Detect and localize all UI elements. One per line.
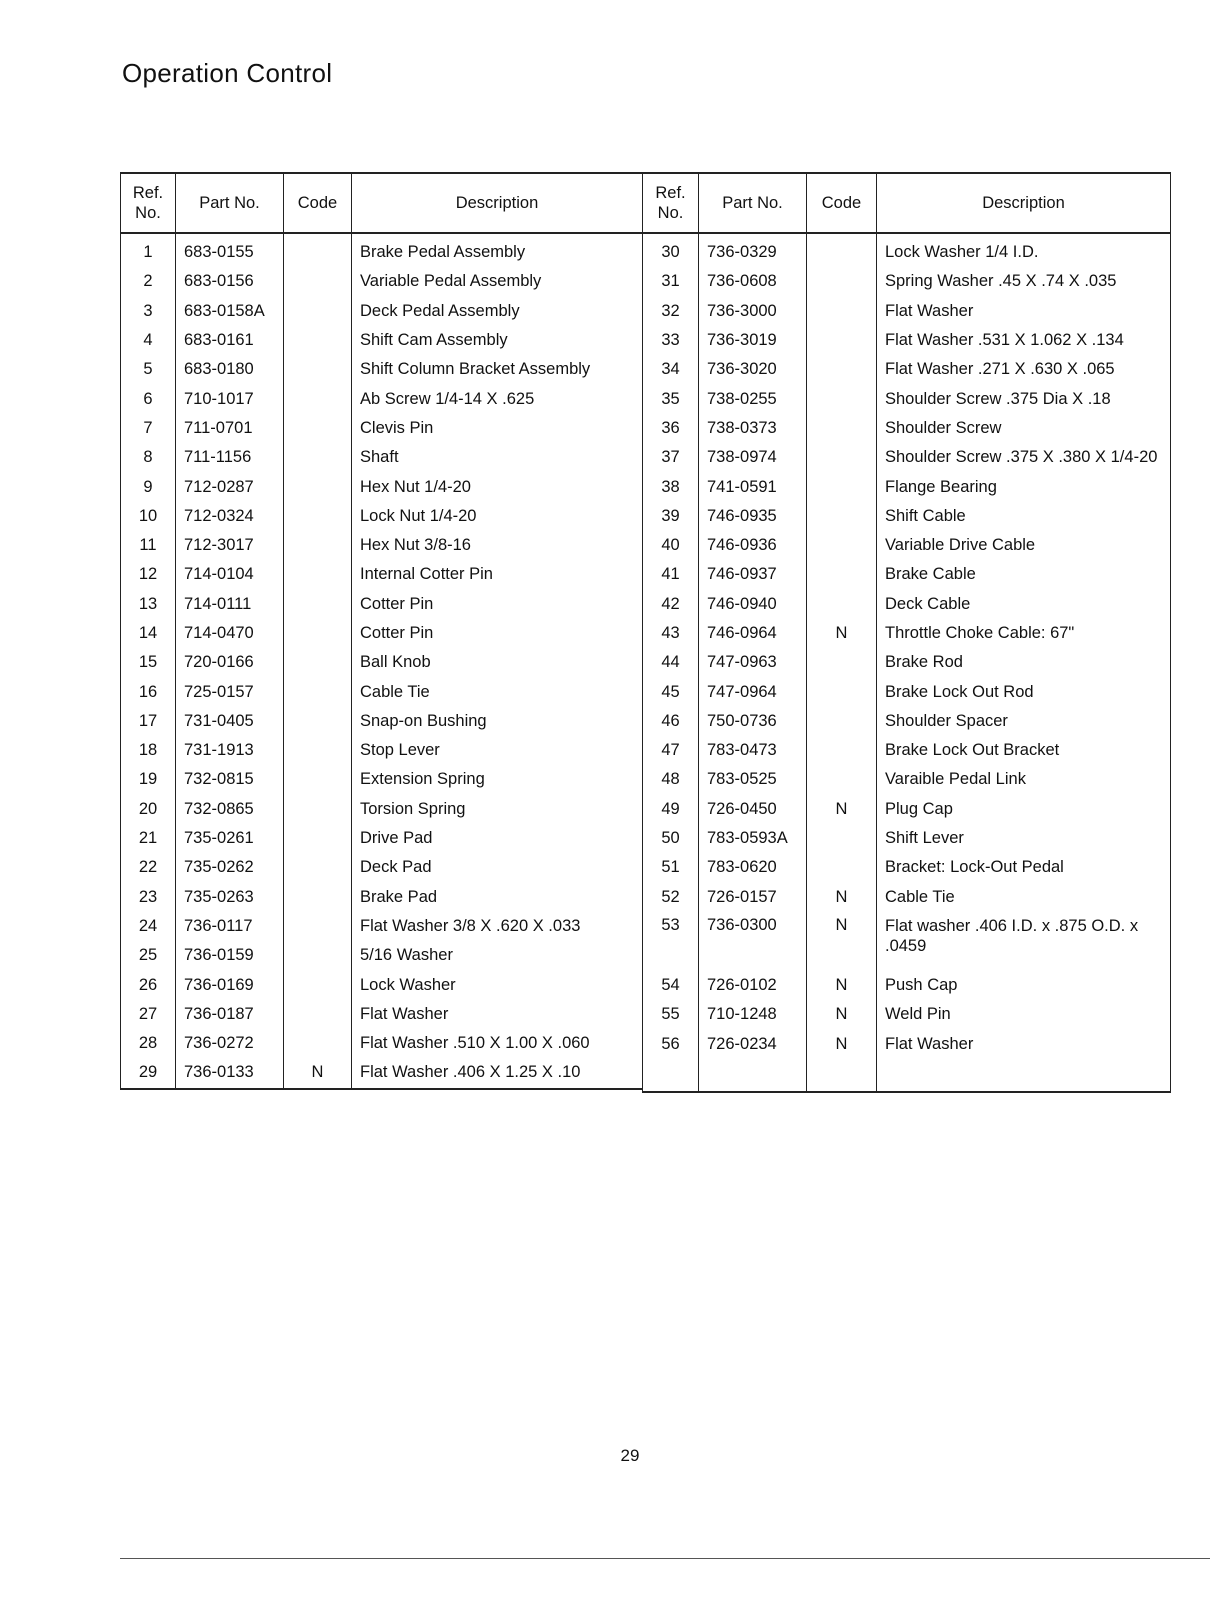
table-row: [643, 765, 1171, 794]
code-cell: [284, 355, 352, 384]
description-cell: Throttle Choke Cable: 67": [877, 619, 1171, 648]
table-row: [121, 707, 643, 736]
part-no-cell: 711-1156: [176, 443, 284, 472]
part-no-cell: 746-0940: [699, 590, 807, 619]
table-row: [643, 707, 1171, 736]
ref-cell: 55: [643, 1000, 699, 1029]
table-row: [121, 355, 643, 384]
part-no-cell: 750-0736: [699, 707, 807, 736]
table-row: [121, 443, 643, 472]
table-row: [121, 795, 643, 824]
ref-cell: 17: [121, 707, 176, 736]
description-cell: Bracket: Lock-Out Pedal: [877, 853, 1171, 882]
table-row: [643, 443, 1171, 472]
page-title: Operation Control: [122, 58, 333, 88]
description-cell: 5/16 Washer: [352, 941, 643, 970]
code-cell: [284, 970, 352, 999]
part-no-cell: 731-1913: [176, 736, 284, 765]
ref-cell: 56: [643, 1029, 699, 1058]
code-cell: [284, 560, 352, 589]
ref-cell: 19: [121, 765, 176, 794]
code-cell: [284, 1000, 352, 1029]
part-no-cell: 714-0104: [176, 560, 284, 589]
table-row: [643, 502, 1171, 531]
description-cell: Shift Cam Assembly: [352, 326, 643, 355]
code-cell: [284, 765, 352, 794]
part-no-cell: 683-0155: [176, 233, 284, 267]
ref-cell: 54: [643, 971, 699, 1000]
description-cell: Lock Washer: [352, 970, 643, 999]
table-row: [121, 970, 643, 999]
header-ref-no: Ref. No.: [121, 173, 176, 233]
table-row: [121, 765, 643, 794]
header-code: Code: [807, 173, 877, 233]
description-cell: Shoulder Screw .375 X .380 X 1/4-20: [877, 443, 1171, 472]
table-row: [643, 384, 1171, 413]
part-no-cell: 736-0133: [176, 1058, 284, 1088]
description-cell: Clevis Pin: [352, 414, 643, 443]
description-cell: Varaible Pedal Link: [877, 765, 1171, 794]
part-no-cell: 712-0287: [176, 472, 284, 501]
description-cell: Ab Screw 1/4-14 X .625: [352, 384, 643, 413]
ref-cell: 49: [643, 795, 699, 824]
bottom-divider: [120, 1558, 1210, 1559]
parts-table-right: [642, 172, 1171, 1093]
ref-cell: 35: [643, 384, 699, 413]
description-cell: Drive Pad: [352, 824, 643, 853]
table-row: [643, 883, 1171, 912]
description-cell: Flat Washer: [352, 1000, 643, 1029]
ref-cell: 42: [643, 590, 699, 619]
parts-table-left: [120, 172, 643, 1090]
ref-cell: 1: [121, 233, 176, 267]
description-cell: Internal Cotter Pin: [352, 560, 643, 589]
ref-cell: 13: [121, 590, 176, 619]
table-row: [121, 883, 643, 912]
part-no-cell: 683-0156: [176, 267, 284, 296]
code-cell: N: [807, 971, 877, 1000]
part-no-cell: 735-0263: [176, 883, 284, 912]
code-cell: N: [807, 619, 877, 648]
description-cell: Hex Nut 1/4-20: [352, 472, 643, 501]
code-cell: [284, 648, 352, 677]
part-no-cell: 725-0157: [176, 677, 284, 706]
code-cell: [807, 443, 877, 472]
code-cell: N: [807, 883, 877, 912]
table-row: [643, 1029, 1171, 1058]
ref-cell: 41: [643, 560, 699, 589]
table-row: [121, 853, 643, 882]
part-no-cell: 738-0255: [699, 384, 807, 413]
part-no-cell: 736-3020: [699, 355, 807, 384]
parts-table-right-body: [643, 233, 1171, 1092]
ref-cell: 7: [121, 414, 176, 443]
code-cell: [807, 648, 877, 677]
description-cell: Deck Pedal Assembly: [352, 297, 643, 326]
header-description: Description: [352, 173, 643, 233]
description-cell: Shaft: [352, 443, 643, 472]
part-no-cell: 710-1017: [176, 384, 284, 413]
part-no-cell: 720-0166: [176, 648, 284, 677]
code-cell: [284, 502, 352, 531]
table-row: [121, 648, 643, 677]
table-row: [643, 326, 1171, 355]
description-cell: Weld Pin: [877, 1000, 1171, 1029]
table-row: [121, 326, 643, 355]
code-cell: [284, 795, 352, 824]
part-no-cell: 747-0964: [699, 677, 807, 706]
description-cell: Flat Washer: [877, 1029, 1171, 1058]
table-row: [643, 677, 1171, 706]
part-no-cell: 738-0974: [699, 443, 807, 472]
ref-cell: 9: [121, 472, 176, 501]
code-cell: [284, 941, 352, 970]
code-cell: [807, 355, 877, 384]
code-cell: [284, 853, 352, 882]
table-row: [121, 1000, 643, 1029]
code-cell: [284, 297, 352, 326]
ref-cell: 36: [643, 414, 699, 443]
part-no-cell: 736-0169: [176, 970, 284, 999]
part-no-cell: 736-0608: [699, 267, 807, 296]
header-part-no: Part No.: [176, 173, 284, 233]
table-row: [643, 648, 1171, 677]
description-cell: Ball Knob: [352, 648, 643, 677]
code-cell: [807, 233, 877, 267]
code-cell: [284, 443, 352, 472]
description-cell: Lock Nut 1/4-20: [352, 502, 643, 531]
description-cell: Shift Lever: [877, 824, 1171, 853]
code-cell: [807, 297, 877, 326]
code-cell: N: [284, 1058, 352, 1088]
description-cell: Flat Washer .531 X 1.062 X .134: [877, 326, 1171, 355]
table-row: [643, 912, 1171, 971]
ref-cell: 30: [643, 233, 699, 267]
description-cell: Brake Lock Out Rod: [877, 677, 1171, 706]
table-row: [121, 267, 643, 296]
code-cell: N: [807, 795, 877, 824]
table-row: [643, 414, 1171, 443]
ref-cell: 34: [643, 355, 699, 384]
description-cell: Shift Cable: [877, 502, 1171, 531]
part-no-cell: 735-0261: [176, 824, 284, 853]
description-cell: Flange Bearing: [877, 472, 1171, 501]
code-cell: [284, 590, 352, 619]
code-cell: [807, 765, 877, 794]
ref-cell: 23: [121, 883, 176, 912]
description-cell: Variable Drive Cable: [877, 531, 1171, 560]
code-cell: [807, 267, 877, 296]
ref-cell: 40: [643, 531, 699, 560]
table-row: [643, 971, 1171, 1000]
part-no-cell: 683-0161: [176, 326, 284, 355]
table-row: [121, 531, 643, 560]
part-no-cell: 746-0936: [699, 531, 807, 560]
description-cell: Brake Lock Out Bracket: [877, 736, 1171, 765]
description-cell: Flat Washer .510 X 1.00 X .060: [352, 1029, 643, 1058]
code-cell: [807, 326, 877, 355]
table-row: [121, 560, 643, 589]
ref-cell: 52: [643, 883, 699, 912]
ref-cell: 2: [121, 267, 176, 296]
description-cell: Shoulder Spacer: [877, 707, 1171, 736]
part-no-cell: 683-0180: [176, 355, 284, 384]
table-row: [121, 1029, 643, 1058]
table-row: [121, 414, 643, 443]
ref-cell: 6: [121, 384, 176, 413]
description-cell: Flat washer .406 I.D. x .875 O.D. x .0459: [877, 912, 1171, 971]
ref-cell: 50: [643, 824, 699, 853]
ref-cell: 25: [121, 941, 176, 970]
table-row: [643, 267, 1171, 296]
part-no-cell: 783-0525: [699, 765, 807, 794]
code-cell: N: [807, 1000, 877, 1029]
table-row: [643, 824, 1171, 853]
code-cell: [284, 531, 352, 560]
part-no-cell: 736-0272: [176, 1029, 284, 1058]
code-cell: [284, 619, 352, 648]
part-no-cell: 731-0405: [176, 707, 284, 736]
description-cell: Cable Tie: [877, 883, 1171, 912]
part-no-cell: 712-3017: [176, 531, 284, 560]
table-row: [643, 736, 1171, 765]
description-cell: Torsion Spring: [352, 795, 643, 824]
part-no-cell: 710-1248: [699, 1000, 807, 1029]
table-row: [643, 560, 1171, 589]
ref-cell: 14: [121, 619, 176, 648]
code-cell: [284, 233, 352, 267]
description-cell: Hex Nut 3/8-16: [352, 531, 643, 560]
part-no-cell: 726-0450: [699, 795, 807, 824]
part-no-cell: 736-3019: [699, 326, 807, 355]
code-cell: [807, 414, 877, 443]
code-cell: [807, 736, 877, 765]
code-cell: [284, 326, 352, 355]
ref-cell: 8: [121, 443, 176, 472]
code-cell: [284, 267, 352, 296]
ref-cell: 31: [643, 267, 699, 296]
ref-cell: 20: [121, 795, 176, 824]
description-cell: Shoulder Screw: [877, 414, 1171, 443]
ref-cell: 18: [121, 736, 176, 765]
part-no-cell: 738-0373: [699, 414, 807, 443]
table-row: [121, 297, 643, 326]
ref-cell: 3: [121, 297, 176, 326]
description-cell: Flat Washer .406 X 1.25 X .10: [352, 1058, 643, 1088]
table-header-row: [121, 173, 643, 233]
code-cell: [807, 560, 877, 589]
description-cell: Flat Washer: [877, 297, 1171, 326]
table-row: [121, 912, 643, 941]
part-no-cell: 747-0963: [699, 648, 807, 677]
description-cell: Snap-on Bushing: [352, 707, 643, 736]
part-no-cell: 735-0262: [176, 853, 284, 882]
table-row: [643, 531, 1171, 560]
table-row: [121, 502, 643, 531]
code-cell: [284, 1029, 352, 1058]
part-no-cell: 736-0187: [176, 1000, 284, 1029]
description-cell: Push Cap: [877, 971, 1171, 1000]
table-row: [121, 677, 643, 706]
code-cell: [807, 384, 877, 413]
ref-cell: 37: [643, 443, 699, 472]
part-no-cell: 736-3000: [699, 297, 807, 326]
code-cell: [284, 414, 352, 443]
code-cell: [807, 590, 877, 619]
part-no-cell: 783-0620: [699, 853, 807, 882]
part-no-cell: 783-0473: [699, 736, 807, 765]
part-no-cell: 714-0470: [176, 619, 284, 648]
ref-cell: 27: [121, 1000, 176, 1029]
description-cell: Brake Pad: [352, 883, 643, 912]
description-cell: Flat Washer 3/8 X .620 X .033: [352, 912, 643, 941]
table-row: [643, 619, 1171, 648]
description-cell: Brake Cable: [877, 560, 1171, 589]
table-row: [121, 590, 643, 619]
table-row: [643, 297, 1171, 326]
ref-cell: 38: [643, 472, 699, 501]
code-cell: [284, 677, 352, 706]
description-cell: Variable Pedal Assembly: [352, 267, 643, 296]
ref-cell: 32: [643, 297, 699, 326]
table-row: [643, 355, 1171, 384]
ref-cell: 48: [643, 765, 699, 794]
ref-cell: 4: [121, 326, 176, 355]
part-no-cell: 741-0591: [699, 472, 807, 501]
description-cell: Shift Column Bracket Assembly: [352, 355, 643, 384]
table-row: [643, 853, 1171, 882]
table-row: [643, 472, 1171, 501]
part-no-cell: 714-0111: [176, 590, 284, 619]
code-cell: [284, 736, 352, 765]
ref-cell: 33: [643, 326, 699, 355]
part-no-cell: 746-0935: [699, 502, 807, 531]
part-no-cell: 783-0593A: [699, 824, 807, 853]
description-cell: Lock Washer 1/4 I.D.: [877, 233, 1171, 267]
ref-cell: 26: [121, 970, 176, 999]
code-cell: [284, 472, 352, 501]
code-cell: [807, 853, 877, 882]
ref-cell: 5: [121, 355, 176, 384]
part-no-cell: 712-0324: [176, 502, 284, 531]
description-cell: Cable Tie: [352, 677, 643, 706]
description-cell: Flat Washer .271 X .630 X .065: [877, 355, 1171, 384]
code-cell: [807, 531, 877, 560]
ref-cell: 10: [121, 502, 176, 531]
part-no-cell: 726-0234: [699, 1029, 807, 1058]
description-cell: Extension Spring: [352, 765, 643, 794]
part-no-cell: 736-0300: [699, 912, 807, 971]
part-no-cell: 732-0815: [176, 765, 284, 794]
part-no-cell: 746-0964: [699, 619, 807, 648]
table-row: [121, 472, 643, 501]
description-cell: Brake Pedal Assembly: [352, 233, 643, 267]
ref-cell: 51: [643, 853, 699, 882]
part-no-cell: 726-0102: [699, 971, 807, 1000]
ref-cell: 15: [121, 648, 176, 677]
code-cell: [284, 883, 352, 912]
ref-cell: 53: [643, 912, 699, 971]
code-cell: [284, 912, 352, 941]
table-row: [121, 736, 643, 765]
ref-cell: 22: [121, 853, 176, 882]
parts-table-left-body: [121, 233, 643, 1089]
ref-cell: 24: [121, 912, 176, 941]
description-cell: Cotter Pin: [352, 590, 643, 619]
code-cell: N: [807, 1029, 877, 1058]
header-code: Code: [284, 173, 352, 233]
part-no-cell: 736-0329: [699, 233, 807, 267]
ref-cell: 45: [643, 677, 699, 706]
ref-cell: 43: [643, 619, 699, 648]
table-row: [643, 590, 1171, 619]
ref-cell: 44: [643, 648, 699, 677]
part-no-cell: 746-0937: [699, 560, 807, 589]
table-header-row: [643, 173, 1171, 233]
header-description: Description: [877, 173, 1171, 233]
part-no-cell: 726-0157: [699, 883, 807, 912]
header-part-no: Part No.: [699, 173, 807, 233]
ref-cell: 21: [121, 824, 176, 853]
table-row: [643, 233, 1171, 267]
table-row: [121, 384, 643, 413]
table-row: [121, 824, 643, 853]
description-cell: Deck Cable: [877, 590, 1171, 619]
ref-cell: 46: [643, 707, 699, 736]
description-cell: Stop Lever: [352, 736, 643, 765]
table-row: [121, 941, 643, 970]
ref-cell: 29: [121, 1058, 176, 1088]
code-cell: [284, 824, 352, 853]
code-cell: [284, 384, 352, 413]
ref-cell: 16: [121, 677, 176, 706]
header-ref-no: Ref. No.: [643, 173, 699, 233]
ref-cell: 12: [121, 560, 176, 589]
page-number: 29: [620, 1446, 640, 1465]
description-cell: Brake Rod: [877, 648, 1171, 677]
description-cell: Plug Cap: [877, 795, 1171, 824]
table-filler-row: [643, 1059, 1171, 1092]
code-cell: [284, 707, 352, 736]
code-cell: [807, 502, 877, 531]
code-cell: [807, 824, 877, 853]
ref-cell: 47: [643, 736, 699, 765]
code-cell: [807, 707, 877, 736]
code-cell: N: [807, 912, 877, 971]
description-cell: Deck Pad: [352, 853, 643, 882]
description-cell: Shoulder Screw .375 Dia X .18: [877, 384, 1171, 413]
code-cell: [807, 472, 877, 501]
part-no-cell: 683-0158A: [176, 297, 284, 326]
ref-cell: 11: [121, 531, 176, 560]
part-no-cell: 732-0865: [176, 795, 284, 824]
part-no-cell: 711-0701: [176, 414, 284, 443]
ref-cell: 39: [643, 502, 699, 531]
part-no-cell: 736-0117: [176, 912, 284, 941]
description-cell: Cotter Pin: [352, 619, 643, 648]
table-row: [121, 619, 643, 648]
table-row: [121, 233, 643, 267]
ref-cell: 28: [121, 1029, 176, 1058]
code-cell: [807, 677, 877, 706]
table-row: [643, 1000, 1171, 1029]
description-cell: Spring Washer .45 X .74 X .035: [877, 267, 1171, 296]
table-row: [121, 1058, 643, 1088]
table-row: [643, 795, 1171, 824]
part-no-cell: 736-0159: [176, 941, 284, 970]
